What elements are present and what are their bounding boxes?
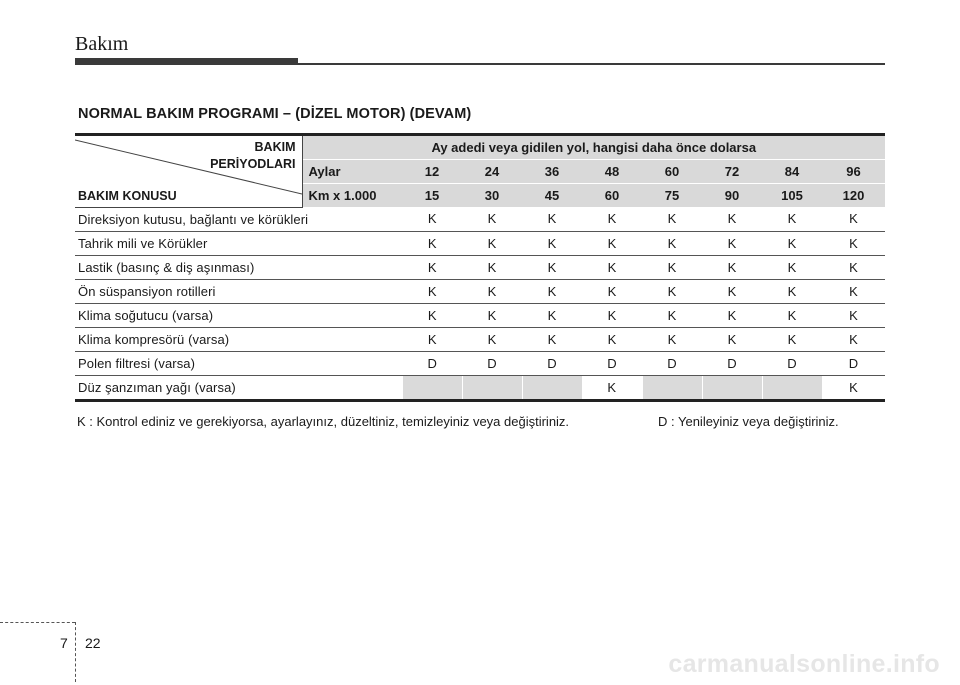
schedule-cell <box>522 375 582 400</box>
schedule-cell: K <box>642 255 702 279</box>
legend-d: D : Yenileyiniz veya değiştiriniz. <box>658 414 839 429</box>
schedule-cell: K <box>462 231 522 255</box>
schedule-cell: K <box>762 327 822 351</box>
schedule-cell: K <box>642 327 702 351</box>
schedule-cell: K <box>762 303 822 327</box>
schedule-cell: K <box>462 255 522 279</box>
schedule-cell: K <box>402 327 462 351</box>
schedule-cell: K <box>762 255 822 279</box>
table-row <box>75 303 885 327</box>
table-corner-header <box>75 135 302 208</box>
km-cell: 105 <box>762 184 822 208</box>
schedule-cell: K <box>642 231 702 255</box>
km-cell: 90 <box>702 184 762 208</box>
schedule-cell: K <box>642 303 702 327</box>
month-cell: 96 <box>822 160 885 184</box>
schedule-cell: K <box>582 303 642 327</box>
month-cell: 36 <box>522 160 582 184</box>
schedule-cell <box>402 375 462 400</box>
page-number: 22 <box>85 635 101 651</box>
row-label: Tahrik mili ve Körükler <box>75 231 402 255</box>
schedule-cell: K <box>522 327 582 351</box>
header-rule-thick <box>75 58 298 65</box>
row-label: Lastik (basınç & diş aşınması) <box>75 255 402 279</box>
schedule-cell: K <box>522 279 582 303</box>
schedule-cell: D <box>702 351 762 375</box>
schedule-cell <box>462 375 522 400</box>
row-label: Klima kompresörü (varsa) <box>75 327 402 351</box>
schedule-cell: K <box>402 255 462 279</box>
chapter-number: 7 <box>60 635 68 651</box>
month-cell: 48 <box>582 160 642 184</box>
schedule-cell: K <box>462 279 522 303</box>
schedule-cell: K <box>822 327 885 351</box>
schedule-cell: K <box>762 279 822 303</box>
schedule-cell: D <box>582 351 642 375</box>
corner-subject-label: BAKIM KONUSU <box>78 188 177 203</box>
schedule-cell: K <box>822 207 885 231</box>
schedule-cell: K <box>822 375 885 400</box>
table-row <box>75 279 885 303</box>
schedule-cell: D <box>522 351 582 375</box>
month-cell: 12 <box>402 160 462 184</box>
month-cell: 72 <box>702 160 762 184</box>
schedule-cell: K <box>402 231 462 255</box>
footer-rule-vertical <box>75 622 77 682</box>
table-title: NORMAL BAKIM PROGRAMI – (DİZEL MOTOR) (DEVAM) <box>78 106 472 122</box>
km-label: Km x 1.000 <box>302 184 402 208</box>
schedule-cell: K <box>582 279 642 303</box>
header-row-span <box>75 135 885 160</box>
schedule-cell: K <box>522 231 582 255</box>
schedule-cell: K <box>702 231 762 255</box>
schedule-cell: K <box>582 207 642 231</box>
table-row <box>75 255 885 279</box>
schedule-cell: K <box>582 327 642 351</box>
schedule-cell: K <box>462 303 522 327</box>
schedule-cell: D <box>402 351 462 375</box>
schedule-cell: K <box>522 255 582 279</box>
legend-k: K : Kontrol ediniz ve gerekiyorsa, ayarlayınız, düzeltiniz, temizleyiniz veya değiştiriniz. <box>77 414 570 429</box>
schedule-cell: K <box>702 303 762 327</box>
schedule-cell: D <box>642 351 702 375</box>
table-row <box>75 207 885 231</box>
table-row <box>75 375 885 400</box>
schedule-cell: K <box>462 207 522 231</box>
table-row <box>75 351 885 375</box>
section-title: Bakım <box>75 33 129 55</box>
schedule-cell: K <box>582 375 642 400</box>
month-cell: 24 <box>462 160 522 184</box>
month-cell: 60 <box>642 160 702 184</box>
km-cell: 60 <box>582 184 642 208</box>
schedule-cell <box>702 375 762 400</box>
schedule-cell: D <box>462 351 522 375</box>
schedule-cell: D <box>762 351 822 375</box>
schedule-cell: K <box>762 231 822 255</box>
span-header: Ay adedi veya gidilen yol, hangisi daha önce dolarsa <box>302 135 885 160</box>
row-label: Direksiyon kutusu, bağlantı ve körükleri <box>75 207 402 231</box>
schedule-cell: K <box>822 255 885 279</box>
table-row <box>75 327 885 351</box>
table-row <box>75 231 885 255</box>
row-label: Klima soğutucu (varsa) <box>75 303 402 327</box>
months-label: Aylar <box>302 160 402 184</box>
schedule-cell: K <box>762 207 822 231</box>
footer-rule-horizontal <box>0 622 75 624</box>
schedule-cell: K <box>402 207 462 231</box>
row-label: Ön süspansiyon rotilleri <box>75 279 402 303</box>
schedule-cell: K <box>702 207 762 231</box>
km-cell: 30 <box>462 184 522 208</box>
schedule-cell: K <box>582 255 642 279</box>
schedule-cell: K <box>402 279 462 303</box>
schedule-cell: K <box>822 279 885 303</box>
schedule-cell: K <box>822 231 885 255</box>
km-cell: 45 <box>522 184 582 208</box>
row-label: Düz şanzıman yağı (varsa) <box>75 375 402 400</box>
header-rule-thin <box>298 63 885 65</box>
km-cell: 120 <box>822 184 885 208</box>
schedule-cell: K <box>702 279 762 303</box>
schedule-cell <box>642 375 702 400</box>
schedule-cell: K <box>702 327 762 351</box>
schedule-cell: D <box>822 351 885 375</box>
month-cell: 84 <box>762 160 822 184</box>
corner-periods-label: BAKIM PERİYODLARI <box>210 140 296 171</box>
schedule-cell: K <box>582 231 642 255</box>
schedule-cell: K <box>402 303 462 327</box>
km-cell: 75 <box>642 184 702 208</box>
watermark-logo: carmanualsonline.info <box>668 650 940 678</box>
row-label: Polen filtresi (varsa) <box>75 351 402 375</box>
schedule-cell: K <box>702 255 762 279</box>
schedule-cell: K <box>462 327 522 351</box>
km-cell: 15 <box>402 184 462 208</box>
schedule-cell: K <box>642 279 702 303</box>
schedule-cell <box>762 375 822 400</box>
schedule-cell: K <box>822 303 885 327</box>
schedule-cell: K <box>642 207 702 231</box>
schedule-cell: K <box>522 207 582 231</box>
maintenance-schedule-table <box>75 133 885 402</box>
schedule-cell: K <box>522 303 582 327</box>
